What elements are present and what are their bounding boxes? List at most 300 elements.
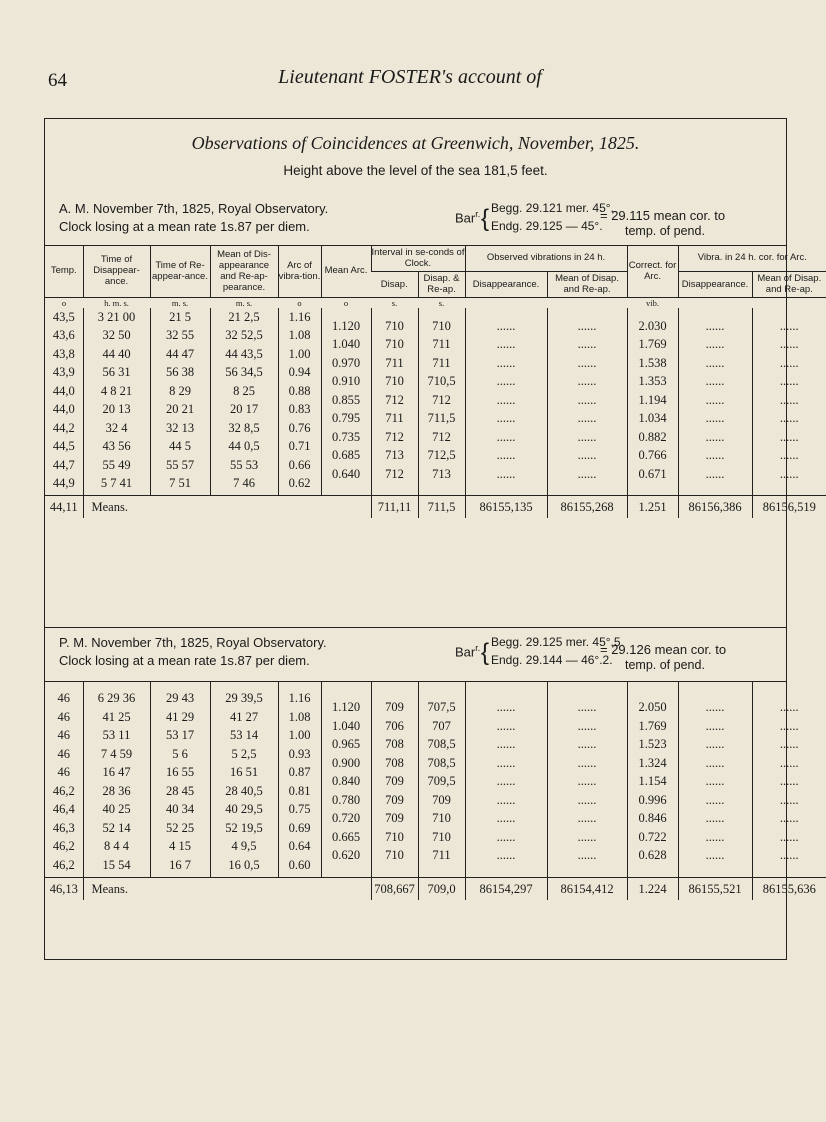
cell-value: ...... [779,718,799,733]
cell-value: 44,9 [52,476,75,490]
means-disap-reap: 711,5 [418,496,465,519]
unit-label: m. s. [171,297,189,308]
cell-value: ...... [577,337,597,351]
col-temp: Temp. [45,245,83,297]
am-bar-sup: r. [475,209,481,219]
cell-value: ...... [779,411,799,425]
cell-value: ...... [496,718,516,733]
cell-value: ...... [705,355,725,370]
observation-frame [44,118,822,960]
cell-value: 712 [385,429,404,444]
cell-value: 1.00 [288,728,311,742]
cell-value: 0.965 [331,737,361,751]
cell-value: ...... [496,774,516,788]
obs-mean-column [547,308,627,496]
cell-value: 46,2 [52,839,75,853]
cell-value: ...... [496,392,516,407]
vib-mean-column [752,681,826,877]
cell-value: 55 53 [229,457,259,472]
cell-value: 40 34 [165,802,195,816]
cell-value: 53 14 [229,728,259,742]
cell-value: ...... [577,792,597,807]
cell-value: 7 46 [233,476,255,490]
cell-value: ...... [779,429,799,444]
cell-value: 44 43,5 [225,346,263,361]
cell-value: ...... [496,337,516,351]
cell-value: ...... [496,848,516,862]
unit-label [752,298,826,308]
cell-value: 32 52,5 [225,328,263,342]
cell-value: ...... [577,429,597,444]
cell-value: 56 31 [102,365,131,379]
am-barometer-begin: Begg. 29.121 mer. 45°. [491,201,614,215]
cell-value: ...... [705,374,725,388]
means-label: Means. [83,496,371,519]
cell-value: ...... [705,448,725,462]
cell-value: 0.640 [331,466,361,481]
means-correct: 1.224 [627,877,678,900]
cell-value: 46,2 [52,857,75,872]
cell-value: 32 8,5 [228,420,260,435]
cell-value: 0.83 [288,402,311,416]
means-vib-disap: 86155,521 [678,877,752,900]
mean-column [210,308,278,496]
cell-value: 44,0 [52,402,75,416]
cell-value: 52 19,5 [225,820,263,835]
cell-value: 20 21 [165,402,195,416]
cell-value: 0.855 [331,392,361,407]
cell-value: 1.040 [331,337,361,351]
cell-value: ...... [705,337,725,351]
disap-reap-column [418,681,465,877]
cell-value: 52 25 [165,820,195,835]
means-obs-disap: 86155,135 [465,496,547,519]
cell-value: ...... [496,411,516,425]
temp-column [45,681,83,877]
pm-bar-text: Bar [455,644,476,660]
unit-label: s. [438,297,445,308]
cell-value: ...... [705,848,725,862]
cell-value: 28 45 [165,783,195,798]
cell-value: ...... [779,829,799,844]
cell-value: 710 [385,848,404,862]
cell-value: 0.722 [638,829,667,844]
cell-value: 1.16 [288,691,311,705]
pm-bar-label [455,643,480,659]
cell-value: 55 49 [102,457,131,472]
unit-label [465,298,547,308]
mean-arc-column [321,681,371,877]
cell-value: 44 40 [102,346,131,361]
cell-value: 0.735 [331,429,361,444]
means-disap: 711,11 [371,496,418,519]
means-vib-mean: 86155,636 [752,877,826,900]
cell-value: 709 [385,700,404,714]
cell-value: 3 21 00 [97,309,136,324]
cell-value: 41 29 [165,709,195,724]
cell-value: 44 0,5 [228,439,260,453]
cell-value: ...... [705,392,725,407]
cell-value: ...... [705,737,725,751]
cell-value: ...... [577,318,597,333]
cell-value: 46,4 [52,802,75,816]
cell-value: 709 [385,792,404,807]
pm-barometer-end: Endg. 29.144 — 46°.2. [491,653,613,667]
col-vib-mean: Mean of Disap. and Re-ap. [752,271,826,297]
am-bar-label [455,209,480,225]
cell-value: 43,8 [52,346,75,361]
cell-value: 711 [432,337,451,351]
col-time-reappear: Time of Re-appear-ance. [150,245,210,297]
cell-value: ...... [496,755,516,770]
cell-value: 4 8 21 [100,383,133,398]
cell-value: 1.120 [331,318,361,333]
cell-value: 712 [385,392,404,407]
cell-value: 0.882 [638,429,667,444]
cell-value: ...... [577,755,597,770]
cell-value: 0.685 [331,448,361,462]
page-number: 64 [48,70,67,91]
am-line2: Clock losing at a mean rate 1s.87 per diem. [59,219,310,234]
cell-value: 0.910 [331,374,361,388]
cell-value: 0.75 [288,802,311,816]
cell-value: ...... [779,466,799,481]
divider [45,627,786,628]
cell-value: 53 17 [165,728,195,742]
cell-value: ...... [577,411,597,425]
col-arc: Arc of vibra-tion. [278,245,321,297]
cell-value: ...... [496,374,516,388]
means-vib-mean: 86156,519 [752,496,826,519]
time-reappear-column [150,681,210,877]
cell-value: ...... [496,792,516,807]
am-barometer-mean: = 29.115 mean cor. to [600,208,726,223]
cell-value: 708,5 [427,737,456,751]
unit-label [678,298,752,308]
cell-value: 43,6 [52,328,75,342]
units-row [45,297,826,308]
disap-column [371,308,418,496]
vib-mean-column [752,308,826,496]
cell-value: 709,5 [427,774,456,788]
cell-value: 28 36 [102,783,131,798]
cell-value: 28 40,5 [225,783,263,798]
cell-value: ...... [577,737,597,751]
unit-label: o [61,297,67,308]
cell-value: ...... [577,355,597,370]
cell-value: 41 27 [229,709,259,724]
cell-value: 0.71 [288,439,311,453]
cell-value: 711,5 [427,411,456,425]
cell-value: 0.87 [288,765,311,779]
cell-value: 8 29 [169,383,191,398]
pm-barometer-mean: = 29.126 mean cor. to [600,642,727,657]
cell-value: ...... [577,374,597,388]
cell-value: 4 15 [169,839,191,853]
cell-value: 707 [432,718,451,733]
cell-value: 44 47 [165,346,195,361]
cell-value: 710 [432,811,451,825]
cell-value: 0.846 [638,811,667,825]
am-barometer-end: Endg. 29.125 — 45°. [491,219,603,233]
cell-value: ...... [779,848,799,862]
cell-value: 20 13 [102,402,131,416]
cell-value: 0.671 [638,466,667,481]
cell-value: ...... [779,774,799,788]
cell-value: ...... [705,755,725,770]
cell-value: 46 [57,728,70,742]
cell-value: 1.353 [638,374,667,388]
cell-value: 1.154 [638,774,667,788]
col-disap-reap: Disap. & Re-ap. [418,271,465,297]
cell-value: 1.538 [638,355,667,370]
means-vib-disap: 86156,386 [678,496,752,519]
cell-value: 46 [57,765,70,779]
cell-value: 1.08 [288,328,311,342]
cell-value: 709 [385,774,404,788]
time-disappear-column [83,681,150,877]
pm-line2: Clock losing at a mean rate 1s.87 per diem. [59,653,310,668]
am-observations-table [45,245,826,518]
pm-line1: P. M. November 7th, 1825, Royal Observatory. [59,635,327,650]
means-disap-reap: 709,0 [418,877,465,900]
cell-value: 709 [432,792,451,807]
cell-value: ...... [779,337,799,351]
cell-value: 8 4 4 [104,839,129,853]
cell-value: 53 11 [102,728,131,742]
means-disap: 708,667 [371,877,418,900]
unit-label: m. s. [235,297,253,308]
cell-value: 5 6 [172,746,188,761]
vib-disap-column [678,681,752,877]
cell-value: 1.523 [638,737,667,751]
cell-value: 710 [385,829,404,844]
col-interval: Interval in se-conds of Clock. [371,245,465,271]
cell-value: 43,5 [52,309,75,324]
cell-value: ...... [705,466,725,481]
cell-value: ...... [779,737,799,751]
correct-column [627,681,678,877]
col-obs-mean: Mean of Disap. and Re-ap. [547,271,627,297]
cell-value: 44,5 [52,439,75,453]
cell-value: 44 5 [169,439,191,453]
cell-value: ...... [577,392,597,407]
means-temp: 44,11 [45,496,83,519]
cell-value: 0.81 [288,783,311,798]
cell-value: 712 [432,392,451,407]
cell-value: 43,9 [52,365,75,379]
cell-value: 706 [385,718,404,733]
cell-value: ...... [577,848,597,862]
mean-arc-column [321,308,371,496]
cell-value: ...... [705,718,725,733]
cell-value: 1.324 [638,755,667,770]
cell-value: ...... [779,792,799,807]
cell-value: 0.620 [331,848,361,862]
cell-value: 46 [57,691,70,705]
page-header [40,66,780,96]
pm-barometer-begin: Begg. 29.125 mer. 45°.5. [491,635,624,649]
unit-label [547,298,627,308]
unit-label: o [297,297,302,308]
am-barometer-note: temp. of pend. [625,224,705,238]
cell-value: 708 [385,755,404,770]
cell-value: 711 [432,355,451,370]
cell-value: 708 [385,737,404,751]
correct-column [627,308,678,496]
cell-value: 0.88 [288,383,311,398]
cell-value: ...... [705,318,725,333]
col-correct: Correct. for Arc. [627,245,678,297]
cell-value: 16 0,5 [228,857,260,872]
cell-value: 15 54 [102,857,131,872]
cell-value: 1.00 [288,346,311,361]
pm-bar-sup: r. [475,643,481,653]
cell-value: 0.795 [331,411,361,425]
means-obs-mean: 86155,268 [547,496,627,519]
cell-value: 710 [432,829,451,844]
disap-reap-column [418,308,465,496]
cell-value: 52 14 [102,820,131,835]
cell-value: 1.120 [331,700,361,714]
cell-value: 708,5 [427,755,456,770]
cell-value: ...... [577,774,597,788]
cell-value: ...... [577,466,597,481]
cell-value: ...... [779,374,799,388]
cell-value: ...... [705,411,725,425]
cell-value: ...... [577,829,597,844]
cell-value: 32 13 [165,420,195,435]
cell-value: 5 7 41 [100,476,133,490]
cell-value: 0.720 [331,811,361,825]
col-time-disappear: Time of Disappear-ance. [83,245,150,297]
cell-value: 0.996 [638,792,667,807]
cell-value: 46 [57,709,70,724]
unit-label: o [343,297,349,308]
cell-value: 56 38 [165,365,195,379]
cell-value: ...... [577,700,597,714]
cell-value: 711 [385,355,404,370]
cell-value: 710 [385,337,404,351]
cell-value: ...... [496,448,516,462]
cell-value: 707,5 [427,700,456,714]
vib-disap-column [678,308,752,496]
col-obs-disap: Disappearance. [465,271,547,297]
pm-barometer-note: temp. of pend. [625,658,705,672]
cell-value: 46,3 [52,820,75,835]
cell-value: 32 50 [102,328,131,342]
cell-value: 56 34,5 [225,365,263,379]
cell-value: ...... [705,429,725,444]
cell-value: 711 [385,411,404,425]
time-reappear-column [150,308,210,496]
cell-value: ...... [705,792,725,807]
cell-value: 713 [432,466,451,481]
cell-value: ...... [779,318,799,333]
brace-icon: { [481,205,490,232]
cell-value: 44,2 [52,420,75,435]
cell-value: 46 [57,746,70,761]
col-mean: Mean of Dis-appearance and Re-ap-pearance. [210,245,278,297]
arc-column [278,681,321,877]
cell-value: 712 [385,466,404,481]
cell-value: 29 39,5 [225,691,263,705]
cell-value: 16 51 [229,765,259,779]
cell-value: 0.64 [288,839,311,853]
cell-value: 712,5 [427,448,456,462]
cell-value: ...... [496,700,516,714]
cell-value: 710 [432,318,451,333]
cell-value: 2.030 [638,318,667,333]
cell-value: 0.665 [331,829,361,844]
cell-value: 0.766 [638,448,667,462]
cell-value: 7 4 59 [100,746,133,761]
cell-value: 6 29 36 [97,691,136,705]
cell-value: 1.034 [638,411,667,425]
cell-value: 32 55 [165,328,195,342]
arc-column [278,308,321,496]
cell-value: 710 [385,318,404,333]
cell-value: 43 56 [102,439,131,453]
cell-value: 0.94 [288,365,311,379]
cell-value: 41 25 [102,709,131,724]
cell-value: ...... [577,448,597,462]
cell-value: 709 [385,811,404,825]
unit-label: s. [391,297,398,308]
col-observed: Observed vibrations in 24 h. [465,245,627,271]
col-vib-disap: Disappearance. [678,271,752,297]
cell-value: 29 43 [165,691,195,705]
cell-value: 32 4 [105,420,128,435]
cell-value: 8 25 [233,383,255,398]
cell-value: 40 29,5 [225,802,263,816]
cell-value: ...... [577,811,597,825]
cell-value: 21 5 [169,309,191,324]
cell-value: ...... [496,737,516,751]
table-subtitle: Height above the level of the sea 181,5 feet. [283,163,548,178]
pm-header [45,633,786,675]
cell-value: ...... [705,700,725,714]
time-disappear-column [83,308,150,496]
cell-value: ...... [496,829,516,844]
cell-value: 1.040 [331,718,361,733]
running-head: Lieutenant FOSTER's account of [278,66,542,88]
cell-value: 1.08 [288,709,311,724]
obs-disap-column [465,681,547,877]
col-vibra: Vibra. in 24 h. cor. for Arc. [678,245,826,271]
cell-value: 0.780 [331,792,361,807]
cell-value: 16 55 [165,765,195,779]
cell-value: 712 [432,429,451,444]
cell-value: ...... [779,355,799,370]
means-correct: 1.251 [627,496,678,519]
cell-value: ...... [705,829,725,844]
cell-value: ...... [779,700,799,714]
cell-value: 0.93 [288,746,311,761]
cell-value: 0.62 [288,476,311,490]
cell-value: ...... [779,811,799,825]
cell-value: ...... [496,466,516,481]
am-header [45,199,786,241]
cell-value: 710 [385,374,404,388]
cell-value: ...... [705,774,725,788]
cell-value: ...... [496,355,516,370]
cell-value: 0.628 [638,848,667,862]
cell-value: 2.050 [638,700,667,714]
temp-column [45,308,83,496]
cell-value: ...... [496,811,516,825]
cell-value: 4 9,5 [231,839,257,853]
